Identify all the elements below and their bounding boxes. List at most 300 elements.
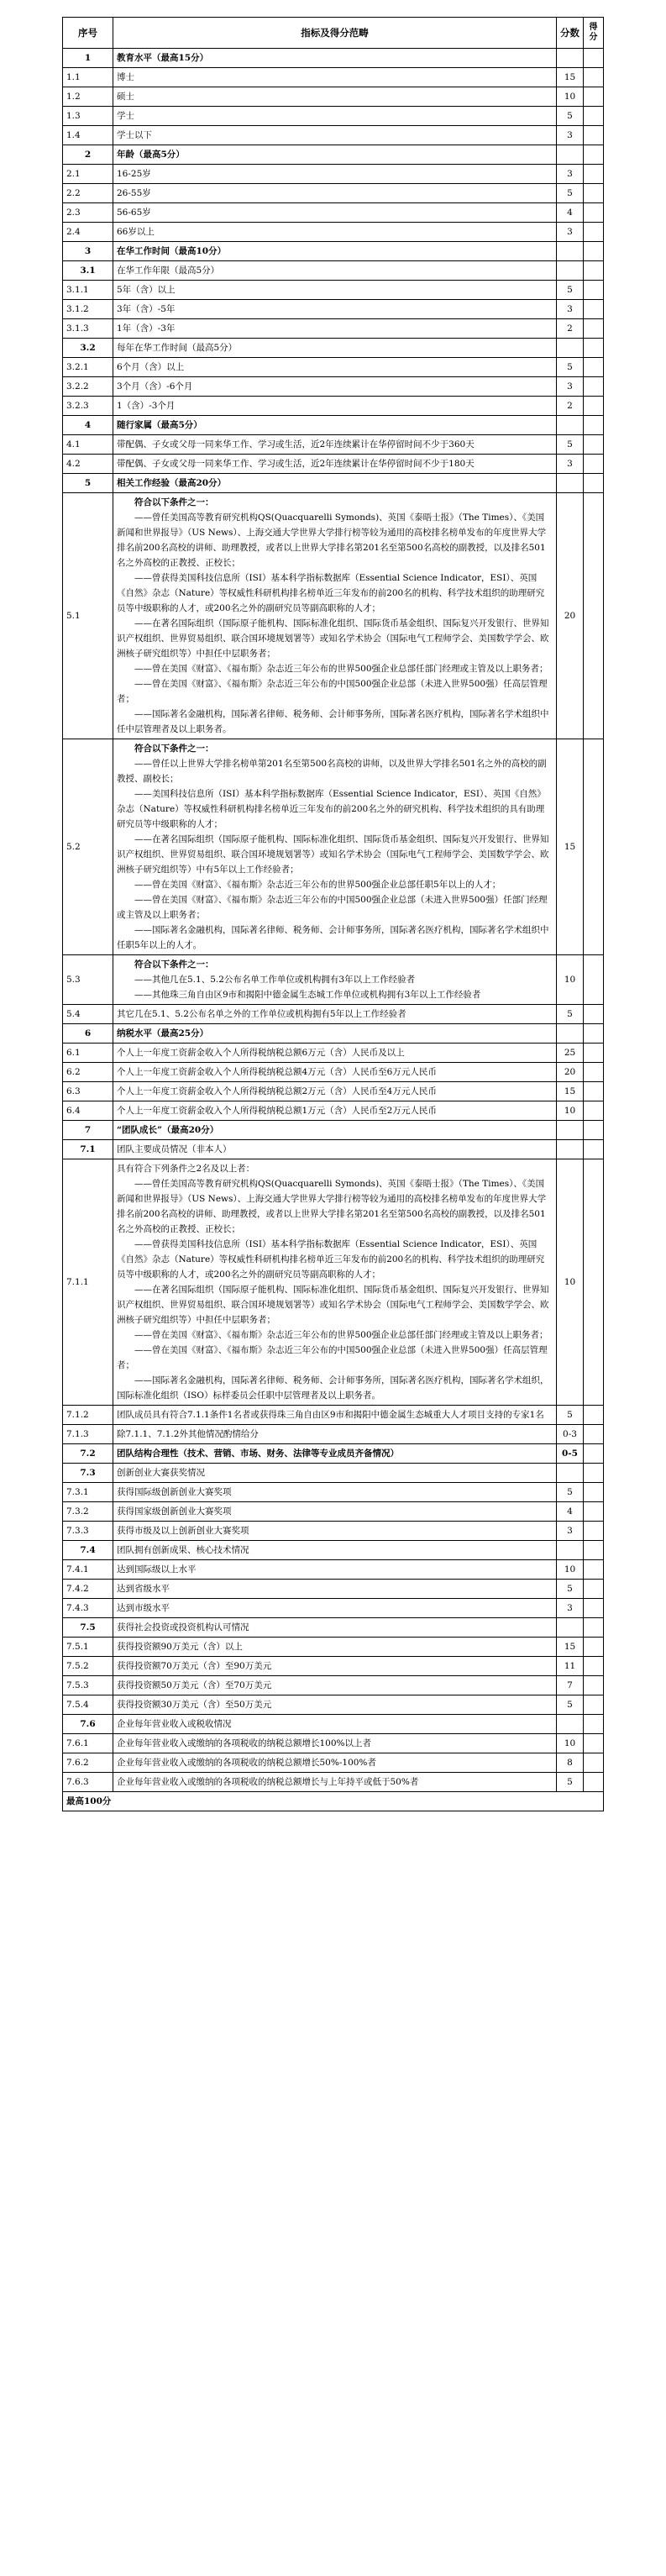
condition-paragraph: ——曾获得美国科技信息所（ISI）基本科学指标数据库（Essential Science Indicator，ESI）、英国《自然》杂志（Nature）等权威性科研机构排名榜单近三年发布的前200名的机构、科学技术组织的助理研究员等中级职称的人才，或200名之外的副研究员等副高职称的人才；: [117, 573, 545, 613]
table-row: [63, 1657, 604, 1676]
condition-paragraph: ——其他珠三角自由区9市和揭阳中德金属生态城工作单位或机构拥有3年以上工作经验者: [134, 990, 481, 1000]
row-got-score[interactable]: [584, 455, 604, 474]
table-row: [63, 1044, 604, 1063]
table-row: [63, 68, 604, 87]
row-score: [557, 261, 584, 281]
table-row: [63, 107, 604, 126]
condition-paragraph: ——美国科技信息所（ISI）基本科学指标数据库（Essential Science Indicator，ESI）、英国《自然》杂志（Nature）等权威性科研机构排名榜单近三年发布的前200名之外的研究机构、科学技术组织的具有助理研究员等中级职称的人才；: [117, 789, 546, 829]
table-row: [63, 739, 604, 955]
row-number: 3.2.3: [63, 397, 113, 416]
row-got-score[interactable]: [584, 358, 604, 377]
table-row: [63, 1425, 604, 1444]
condition-paragraph: ——曾任美国高等教育研究机构QS(Quacquarelli Symonds)、英国《泰晤士报》（The Times）、《美国新闻和世界报导》（US News）、上海交通大学世界大学排行榜等较为通用的高校排名榜单发布的年度世界大学排名前200名高校的讲师、助理教授，或者以上世界大学排名第201名至第500名高校的副教授，以及排名501名之外高校的正教授、正校长；: [117, 513, 547, 568]
row-description: 企业每年营业收入或税收情况: [113, 1715, 557, 1734]
row-description: 企业每年营业收入或缴纳的各项税收的纳税总额增长50%-100%者: [113, 1753, 557, 1773]
row-description: [113, 955, 557, 1005]
row-score: 5: [557, 184, 584, 203]
row-score: [557, 242, 584, 261]
row-description: 学士: [113, 107, 557, 126]
row-score: 10: [557, 1159, 584, 1406]
table-row: [63, 281, 604, 300]
row-description: 带配偶、子女或父母一同来华工作、学习或生活，近2年连续累计在华停留时间不少于360天: [113, 435, 557, 455]
section-row: [63, 416, 604, 435]
row-description: 其它几在5.1、5.2公布名单之外的工作单位或机构拥有5年以上工作经验者: [113, 1005, 557, 1024]
row-got-score[interactable]: [584, 1140, 604, 1159]
row-score: [557, 339, 584, 358]
row-description: 团队成员具有符合7.1.1条件1名者或获得珠三角自由区9市和揭阳中德金属生态城重大人才项目支持的专家1名: [113, 1406, 557, 1425]
row-number: 5.4: [63, 1005, 113, 1024]
row-description: 1（含）-3个月: [113, 397, 557, 416]
row-description: 3年（含）-5年: [113, 300, 557, 319]
row-description: 学士以下: [113, 126, 557, 145]
section-row: [63, 145, 604, 165]
row-number: 4: [63, 416, 113, 435]
row-got-score[interactable]: [584, 955, 604, 1005]
row-got-score[interactable]: [584, 1715, 604, 1734]
row-score: 4: [557, 1502, 584, 1522]
row-description: [113, 1159, 557, 1406]
row-number: 6.2: [63, 1063, 113, 1082]
row-score: 8: [557, 1753, 584, 1773]
row-number: 7.2: [63, 1444, 113, 1464]
row-got-score[interactable]: [584, 1753, 604, 1773]
row-description: 硕士: [113, 87, 557, 107]
row-score: 5: [557, 435, 584, 455]
row-score: 0-3: [557, 1425, 584, 1444]
condition-paragraph: ——国际著名金融机构，国际著名律师、税务师、会计师事务所，国际著名医疗机构，国际著名学术组织，国际标准化组织（ISO）标样委员会任职中层管理者及以上职务者。: [117, 1375, 549, 1401]
row-number: 1.4: [63, 126, 113, 145]
row-description: 获得市级及以上创新创业大赛奖项: [113, 1522, 557, 1541]
table-row: [63, 300, 604, 319]
row-number: 7.6.3: [63, 1773, 113, 1792]
row-got-score[interactable]: [584, 261, 604, 281]
row-got-score[interactable]: [584, 184, 604, 203]
condition-heading: 符合以下条件之一：: [134, 744, 214, 754]
header-item: 指标及得分范畴: [113, 18, 557, 49]
row-score: [557, 49, 584, 68]
table-row: [63, 1159, 604, 1406]
row-number: 7.1.1: [63, 1159, 113, 1406]
table-row: [63, 1676, 604, 1695]
row-score: 20: [557, 493, 584, 739]
table-row: [63, 455, 604, 474]
row-description: 纳税水平（最高25分）: [113, 1024, 557, 1044]
row-got-score[interactable]: [584, 165, 604, 184]
row-got-score[interactable]: [584, 397, 604, 416]
row-number: 7: [63, 1121, 113, 1140]
row-description: 年龄（最高5分）: [113, 145, 557, 165]
subsection-row: [63, 1715, 604, 1734]
row-got-score[interactable]: [584, 1773, 604, 1792]
row-number: 6.4: [63, 1101, 113, 1121]
section-row: [63, 1024, 604, 1044]
row-description: 达到省级水平: [113, 1580, 557, 1599]
row-number: 7.3.1: [63, 1483, 113, 1502]
row-number: 5.1: [63, 493, 113, 739]
row-score: 15: [557, 739, 584, 955]
row-description: 获得投资额70万美元（含）至90万美元: [113, 1657, 557, 1676]
table-row: [63, 1005, 604, 1024]
row-score: 5: [557, 358, 584, 377]
row-description: 随行家属（最高5分）: [113, 416, 557, 435]
row-description: 获得投资额30万美元（含）至50万美元: [113, 1695, 557, 1715]
row-got-score[interactable]: [584, 474, 604, 493]
row-number: 3.1.3: [63, 319, 113, 339]
row-description: 博士: [113, 68, 557, 87]
condition-paragraph: ——在著名国际组织（国际原子能机构、国际标准化组织、国际货币基金组织、国际复兴开发银行、世界知识产权组织、世界贸易组织、联合国环境规划署等）或知名学术协会（国际电气工程师学会、美国数学学会、欧洲核子研究组织等）中担任中层职务者；: [117, 1285, 549, 1325]
table-row: [63, 165, 604, 184]
row-score: [557, 1024, 584, 1044]
row-got-score[interactable]: [584, 1657, 604, 1676]
row-description: [113, 739, 557, 955]
row-description: 教育水平（最高15分）: [113, 49, 557, 68]
row-got-score[interactable]: [584, 1005, 604, 1024]
row-got-score[interactable]: [584, 339, 604, 358]
row-number: 3.1: [63, 261, 113, 281]
section-row: [63, 49, 604, 68]
row-got-score[interactable]: [584, 435, 604, 455]
row-got-score[interactable]: [584, 1599, 604, 1618]
row-description: 带配偶、子女或父母一同来华工作、学习或生活，近2年连续累计在华停留时间不少于180天: [113, 455, 557, 474]
section-row: [63, 1121, 604, 1140]
row-number: 7.3.3: [63, 1522, 113, 1541]
row-description: 6个月（含）以上: [113, 358, 557, 377]
header-score: 分数: [557, 18, 584, 49]
row-description: 个人上一年度工资薪金收入个人所得税纳税总额6万元（含）人民币及以上: [113, 1044, 557, 1063]
row-score: 5: [557, 1695, 584, 1715]
condition-paragraph: ——国际著名金融机构，国际著名律师、税务师、会计师事务所，国际著名医疗机构，国际著名学术组织中任中层管理者及以上职务者。: [117, 709, 549, 734]
row-score: 3: [557, 1599, 584, 1618]
row-got-score[interactable]: [584, 1638, 604, 1657]
condition-paragraph: ——在著名国际组织（国际原子能机构、国际标准化组织、国际货币基金组织、国际复兴开发银行、世界知识产权组织、世界贸易组织、联合国环境规划署等）或知名学术协会（国际电气工程师学会、美国数学学会、欧洲核子研究组织等）中有5年以上工作经验者；: [117, 834, 549, 875]
row-description: 16-25岁: [113, 165, 557, 184]
row-got-score[interactable]: [584, 1676, 604, 1695]
row-number: 7.4: [63, 1541, 113, 1560]
row-got-score[interactable]: [584, 1082, 604, 1101]
row-got-score[interactable]: [584, 1063, 604, 1082]
row-got-score[interactable]: [584, 300, 604, 319]
header-got: 得分: [584, 18, 604, 49]
row-number: 2.4: [63, 223, 113, 242]
row-description: 5年（含）以上: [113, 281, 557, 300]
condition-paragraph: ——在著名国际组织（国际原子能机构、国际标准化组织、国际货币基金组织、国际复兴开发银行、世界知识产权组织、世界贸易组织、联合国环境规划署等）或知名学术协会（国际电气工程师学会、美国数学学会、欧洲核子研究组织等）中担任中层职务者；: [117, 618, 549, 659]
row-number: 3.2.1: [63, 358, 113, 377]
row-score: 2: [557, 319, 584, 339]
row-description: 团队主要成员情况（非本人）: [113, 1140, 557, 1159]
row-number: 7.5.1: [63, 1638, 113, 1657]
row-description: 相关工作经验（最高20分）: [113, 474, 557, 493]
row-number: 7.1.2: [63, 1406, 113, 1425]
row-description: 26-55岁: [113, 184, 557, 203]
row-got-score[interactable]: [584, 68, 604, 87]
row-got-score[interactable]: [584, 739, 604, 955]
row-score: [557, 474, 584, 493]
row-got-score[interactable]: [584, 1425, 604, 1444]
row-got-score[interactable]: [584, 1406, 604, 1425]
row-number: 2.2: [63, 184, 113, 203]
row-number: 7.5.4: [63, 1695, 113, 1715]
row-score: 15: [557, 68, 584, 87]
table-row: [63, 377, 604, 397]
row-score: 11: [557, 1657, 584, 1676]
row-got-score[interactable]: [584, 145, 604, 165]
condition-paragraph: ——曾在美国《财富》、《福布斯》杂志近三年公布的世界500强企业总部任部门经理或主管及以上职务者；: [134, 664, 548, 674]
table-row: [63, 1522, 604, 1541]
row-got-score[interactable]: [584, 1024, 604, 1044]
row-number: 7.4.2: [63, 1580, 113, 1599]
subsection-row: [63, 1464, 604, 1483]
row-score: [557, 1464, 584, 1483]
row-got-score[interactable]: [584, 377, 604, 397]
table-row: [63, 1101, 604, 1121]
row-score: 4: [557, 203, 584, 223]
table-row: [63, 1773, 604, 1792]
row-number: 7.1.3: [63, 1425, 113, 1444]
row-score: 15: [557, 1638, 584, 1657]
condition-paragraph: ——曾在美国《财富》、《福布斯》杂志近三年公布的世界500强企业总部任部门经理或主管及以上职务者；: [134, 1330, 548, 1340]
row-score: 5: [557, 1005, 584, 1024]
table-row: [63, 223, 604, 242]
row-got-score[interactable]: [584, 87, 604, 107]
row-number: 2.3: [63, 203, 113, 223]
row-number: 1.2: [63, 87, 113, 107]
table-row: [63, 493, 604, 739]
total-score: 最高100分: [63, 1792, 604, 1811]
row-description: 个人上一年度工资薪金收入个人所得税纳税总额2万元（含）人民币至4万元人民币: [113, 1082, 557, 1101]
table-body: [63, 49, 604, 1792]
row-got-score[interactable]: [584, 107, 604, 126]
row-got-score[interactable]: [584, 223, 604, 242]
row-number: 1.1: [63, 68, 113, 87]
row-description: 达到市级水平: [113, 1599, 557, 1618]
subsection-row: [63, 339, 604, 358]
row-description: 获得社会投资或投资机构认可情况: [113, 1618, 557, 1638]
row-got-score[interactable]: [584, 1159, 604, 1406]
row-score: 5: [557, 281, 584, 300]
condition-heading: 符合以下条件之一：: [134, 497, 214, 507]
row-description: 团队结构合理性（技术、营销、市场、财务、法律等专业成员齐备情况）: [113, 1444, 557, 1464]
table-row: [63, 319, 604, 339]
row-description: 达到国际级以上水平: [113, 1560, 557, 1580]
row-score: 3: [557, 455, 584, 474]
row-got-score[interactable]: [584, 1464, 604, 1483]
row-number: 5.2: [63, 739, 113, 955]
row-number: 2: [63, 145, 113, 165]
row-got-score[interactable]: [584, 1444, 604, 1464]
header-no: 序号: [63, 18, 113, 49]
row-score: 10: [557, 1560, 584, 1580]
table-row: [63, 1502, 604, 1522]
row-number: 3.1.2: [63, 300, 113, 319]
condition-heading: 符合以下条件之一：: [134, 959, 214, 970]
row-got-score[interactable]: [584, 1734, 604, 1753]
row-score: [557, 1541, 584, 1560]
row-number: 1: [63, 49, 113, 68]
row-description: 1年（含）-3年: [113, 319, 557, 339]
row-score: 0-5: [557, 1444, 584, 1464]
row-description: 获得投资额90万美元（含）以上: [113, 1638, 557, 1657]
row-number: 6.3: [63, 1082, 113, 1101]
row-score: 3: [557, 300, 584, 319]
subsection-row: [63, 261, 604, 281]
row-score: 10: [557, 1101, 584, 1121]
table-row: [63, 1082, 604, 1101]
table-footer-row: [63, 1792, 604, 1811]
row-number: 1.3: [63, 107, 113, 126]
row-description: [113, 493, 557, 739]
row-description: 创新创业大赛获奖情况: [113, 1464, 557, 1483]
table-row: [63, 1063, 604, 1082]
row-got-score[interactable]: [584, 203, 604, 223]
row-got-score[interactable]: [584, 1502, 604, 1522]
condition-paragraph: ——其他几在5.1、5.2公布名单工作单位或机构拥有3年以上工作经验者: [134, 975, 416, 985]
table-row: [63, 1734, 604, 1753]
row-number: 5: [63, 474, 113, 493]
row-description: 获得投资额50万美元（含）至70万美元: [113, 1676, 557, 1695]
table-header-row: [63, 18, 604, 49]
row-got-score[interactable]: [584, 281, 604, 300]
condition-paragraph: ——曾任美国高等教育研究机构QS(Quacquarelli Symonds)、英国《泰晤士报》（The Times）、《美国新闻和世界报导》（US News）、上海交通大学世界大学排行榜等较为通用的高校排名榜单发布的年度世界大学排名前200名高校的讲师、助理教授，或者以上世界大学排名第201名至第500名高校的副教授，以及排名501名之外高校的正教授、正校长；: [117, 1179, 547, 1234]
row-score: 7: [557, 1676, 584, 1695]
row-description: 每年在华工作时间（最高5分）: [113, 339, 557, 358]
row-score: [557, 416, 584, 435]
row-score: 20: [557, 1063, 584, 1082]
row-description: 56-65岁: [113, 203, 557, 223]
scoring-table: [62, 17, 604, 1811]
row-number: 3.1.1: [63, 281, 113, 300]
row-description: 企业每年营业收入或缴纳的各项税收的纳税总额增长100%以上者: [113, 1734, 557, 1753]
table-row: [63, 184, 604, 203]
condition-paragraph: ——曾在美国《财富》、《福布斯》杂志近三年公布的世界500强企业总部任职5年以上的人才；: [134, 880, 501, 890]
row-got-score[interactable]: [584, 1541, 604, 1560]
row-score: 5: [557, 107, 584, 126]
row-score: 5: [557, 1483, 584, 1502]
table-row: [63, 955, 604, 1005]
table-row: [63, 126, 604, 145]
row-score: 3: [557, 223, 584, 242]
row-number: 7.4.1: [63, 1560, 113, 1580]
row-description: 团队拥有创新成果、核心技术情况: [113, 1541, 557, 1560]
row-score: [557, 145, 584, 165]
row-got-score[interactable]: [584, 1044, 604, 1063]
condition-paragraph: ——曾在美国《财富》、《福布斯》杂志近三年公布的中国500强企业总部（未进入世界500强）任高层管理者；: [117, 679, 548, 704]
row-description: 3个月（含）-6个月: [113, 377, 557, 397]
row-number: 7.6: [63, 1715, 113, 1734]
table-row: [63, 1638, 604, 1657]
row-number: 3.2.2: [63, 377, 113, 397]
row-score: 25: [557, 1044, 584, 1063]
subsection-row: [63, 1140, 604, 1159]
condition-paragraph: ——曾在美国《财富》、《福布斯》杂志近三年公布的中国500强企业总部（未进入世界500强）任高层管理者；: [117, 1345, 548, 1370]
table-row: [63, 1753, 604, 1773]
row-number: 6: [63, 1024, 113, 1044]
table-row: [63, 1599, 604, 1618]
condition-paragraph: ——曾获得美国科技信息所（ISI）基本科学指标数据库（Essential Science Indicator，ESI）、英国《自然》杂志（Nature）等权威性科研机构排名榜单近三年发布的前200名的机构、科学技术组织的助理研究员等中级职称的人才，或200名之外的副研究员等副高职称的人才；: [117, 1239, 545, 1280]
table-row: [63, 1406, 604, 1425]
table-row: [63, 435, 604, 455]
row-number: 6.1: [63, 1044, 113, 1063]
row-number: 4.1: [63, 435, 113, 455]
row-number: 4.2: [63, 455, 113, 474]
row-score: [557, 1121, 584, 1140]
row-got-score[interactable]: [584, 1580, 604, 1599]
row-score: 3: [557, 126, 584, 145]
row-score: [557, 1618, 584, 1638]
row-score: 5: [557, 1406, 584, 1425]
section-row: [63, 474, 604, 493]
table-row: [63, 358, 604, 377]
row-number: 7.5.3: [63, 1676, 113, 1695]
table-row: [63, 87, 604, 107]
row-got-score[interactable]: [584, 1121, 604, 1140]
table-row: [63, 397, 604, 416]
row-score: [557, 1140, 584, 1159]
row-number: 7.6.1: [63, 1734, 113, 1753]
row-score: 10: [557, 955, 584, 1005]
table-row: [63, 1695, 604, 1715]
row-number: 7.3: [63, 1464, 113, 1483]
row-number: 7.3.2: [63, 1502, 113, 1522]
row-got-score[interactable]: [584, 416, 604, 435]
table-row: [63, 1483, 604, 1502]
row-number: 5.3: [63, 955, 113, 1005]
section-row: [63, 242, 604, 261]
condition-paragraph: ——曾任以上世界大学排名榜单第201名至第500名高校的讲师，以及世界大学排名501名之外的高校的副教授、副校长；: [117, 759, 547, 784]
row-score: 5: [557, 1580, 584, 1599]
subsection-row: [63, 1618, 604, 1638]
row-score: 3: [557, 377, 584, 397]
row-number: 3.2: [63, 339, 113, 358]
row-description: “团队成长”（最高20分）: [113, 1121, 557, 1140]
table-row: [63, 203, 604, 223]
row-got-score[interactable]: [584, 1560, 604, 1580]
condition-paragraph: ——曾在美国《财富》、《福布斯》杂志近三年公布的中国500强企业总部（未进入世界500强）任部门经理或主管及以上职务者；: [117, 895, 548, 920]
subsection-row: [63, 1541, 604, 1560]
row-score: 10: [557, 1734, 584, 1753]
row-description: 在华工作年限（最高5分）: [113, 261, 557, 281]
row-got-score[interactable]: [584, 242, 604, 261]
row-got-score[interactable]: [584, 1483, 604, 1502]
row-number: 2.1: [63, 165, 113, 184]
row-number: 7.5: [63, 1618, 113, 1638]
row-got-score[interactable]: [584, 1618, 604, 1638]
row-number: 7.6.2: [63, 1753, 113, 1773]
row-description: 获得国家级创新创业大赛奖项: [113, 1502, 557, 1522]
row-got-score[interactable]: [584, 1101, 604, 1121]
row-score: 5: [557, 1773, 584, 1792]
condition-lead: 具有符合下列条件之2名及以上者：: [117, 1164, 255, 1174]
row-got-score[interactable]: [584, 319, 604, 339]
row-score: 3: [557, 1522, 584, 1541]
row-score: 3: [557, 165, 584, 184]
row-description: 获得国际级创新创业大赛奖项: [113, 1483, 557, 1502]
row-got-score[interactable]: [584, 493, 604, 739]
table-row: [63, 1560, 604, 1580]
row-description: 66岁以上: [113, 223, 557, 242]
row-got-score[interactable]: [584, 49, 604, 68]
row-got-score[interactable]: [584, 1522, 604, 1541]
row-got-score[interactable]: [584, 1695, 604, 1715]
row-description: 个人上一年度工资薪金收入个人所得税纳税总额1万元（含）人民币至2万元人民币: [113, 1101, 557, 1121]
row-got-score[interactable]: [584, 126, 604, 145]
row-number: 7.5.2: [63, 1657, 113, 1676]
row-score: 2: [557, 397, 584, 416]
row-score: 10: [557, 87, 584, 107]
row-score: 15: [557, 1082, 584, 1101]
row-number: 3: [63, 242, 113, 261]
row-score: [557, 1715, 584, 1734]
condition-paragraph: ——国际著名金融机构，国际著名律师、税务师、会计师事务所，国际著名医疗机构，国际著名学术组织中任职5年以上的人才。: [117, 925, 549, 950]
